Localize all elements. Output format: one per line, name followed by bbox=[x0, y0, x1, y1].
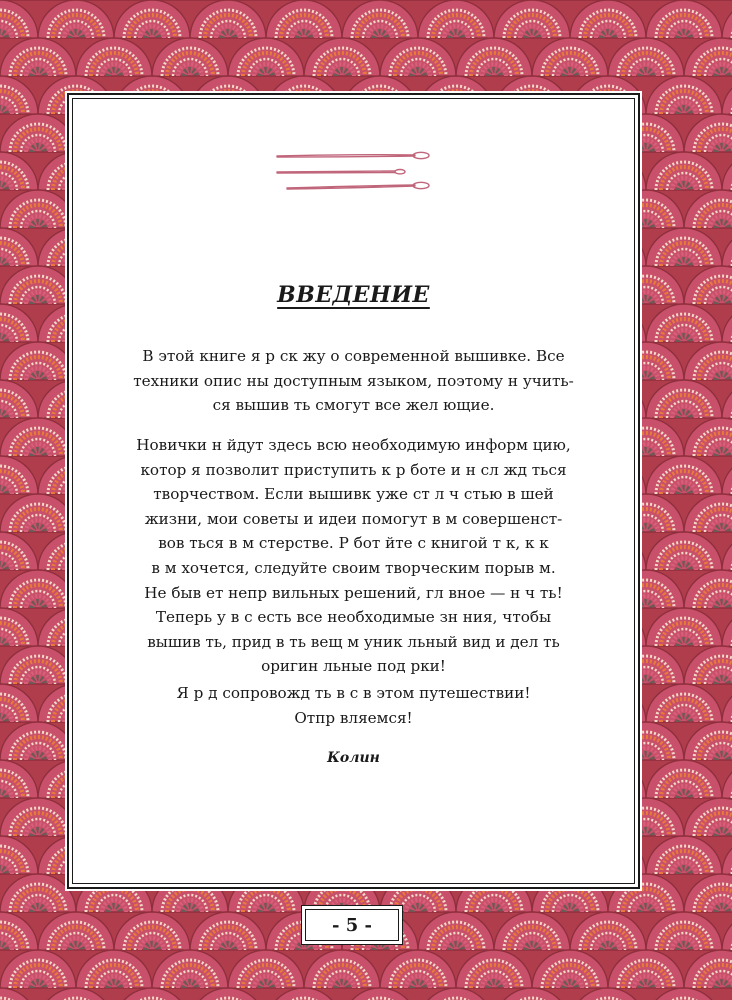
text-line: Отпр вляемся! bbox=[294, 708, 413, 727]
text-line: котор я позволит приступить к р боте и н сл жд ться bbox=[140, 460, 567, 479]
paragraph-beginners bbox=[100, 433, 607, 679]
text-line: в м хочется, следуйте своим творческим порыв м. bbox=[151, 558, 556, 577]
text-line: Новички н йдут здесь всю необходимую информ цию, bbox=[136, 436, 571, 454]
paragraph-intro bbox=[100, 344, 607, 418]
needles-icon bbox=[275, 146, 435, 196]
text-line: вышив ть, прид в ть вещ м уник льный вид и дел ть bbox=[147, 632, 560, 651]
page-number: - 5 - bbox=[332, 914, 372, 936]
text-line: Я р д сопровожд ть в с в этом путешествии! bbox=[176, 684, 531, 702]
text-line: творчеством. Если вышивк уже ст л ч стью в шей bbox=[153, 485, 554, 504]
text-line: Теперь у в с есть все необходимые зн ния, чтобы bbox=[155, 608, 552, 627]
text-line: оригин льные под рки! bbox=[261, 657, 446, 676]
page-title: ВВЕДЕНИЕ bbox=[277, 282, 430, 308]
text-line: вов ться в м стерстве. Р бот йте с книгой т к, к к bbox=[158, 534, 549, 553]
text-line: жизни, мои советы и идеи помогут в м совершенст- bbox=[144, 509, 563, 528]
paragraph-closing bbox=[100, 681, 607, 730]
text-line: Не быв ет непр вильных решений, гл вное — н ч ть! bbox=[144, 583, 563, 602]
text-line: ся вышив ть смогут все жел ющие. bbox=[212, 396, 495, 415]
signature: Колин bbox=[327, 750, 380, 766]
text-line: В этой книге я р ск жу о современной вышивке. Все bbox=[142, 347, 565, 365]
page-number-box bbox=[302, 906, 402, 944]
content-page bbox=[70, 96, 637, 886]
text-line: техники опис ны доступным языком, поэтому н учить- bbox=[133, 371, 574, 390]
